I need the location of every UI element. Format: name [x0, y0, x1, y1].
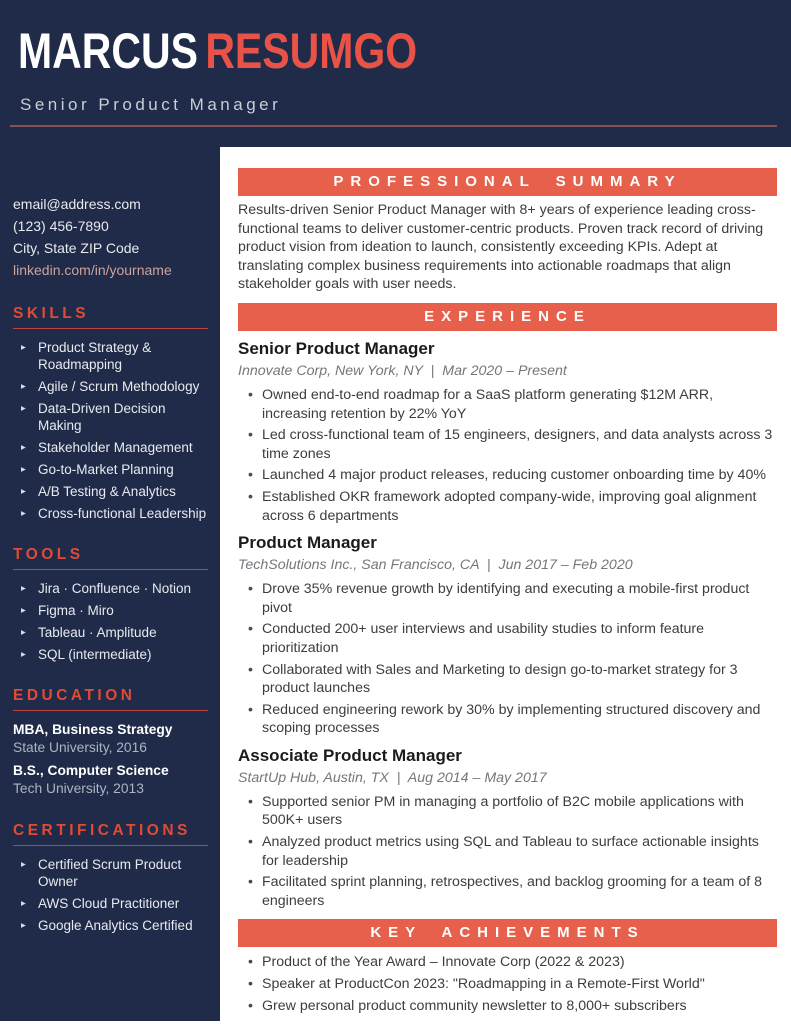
experience-banner: EXPERIENCE [238, 303, 777, 331]
skills-heading: SKILLS [13, 305, 208, 329]
job-bullet [238, 833, 777, 870]
triangle-bullet-icon: ▸ [21, 342, 26, 353]
contact-location: City, State ZIP Code [13, 240, 140, 256]
list-item [13, 461, 208, 478]
certification-label: AWS Cloud Practitioner [38, 896, 180, 911]
job-entry [238, 745, 777, 911]
skills-list [13, 339, 208, 522]
job-bullet-list [238, 386, 777, 525]
degree: MBA, Business Strategy [13, 722, 173, 737]
summary-banner: PROFESSIONAL SUMMARY [238, 168, 777, 196]
skill-label: Agile / Scrum Methodology [38, 379, 200, 394]
tool-label: Jira · Confluence · Notion [38, 581, 192, 596]
triangle-bullet-icon: ▸ [21, 403, 26, 414]
certifications-list [13, 856, 208, 934]
bullet-text: Established OKR framework adopted company-wide, improving goal alignment across 6 departments [262, 488, 757, 524]
achievements-banner: KEY ACHIEVEMENTS [238, 919, 777, 947]
list-item [13, 378, 208, 395]
list-item [13, 580, 208, 597]
triangle-bullet-icon: ▸ [21, 508, 26, 519]
list-item [13, 917, 208, 934]
sidebar [0, 147, 220, 1021]
candidate-name [18, 22, 417, 80]
contact-phone: (123) 456-7890 [13, 218, 109, 234]
bullet-text: Product of the Year Award – Innovate Corp (2022 & 2023) [262, 954, 625, 971]
bullet-text: Drove 35% revenue growth by identifying and executing a mobile-first product pivot [262, 581, 750, 616]
certification-label: Google Analytics Certified [38, 918, 193, 933]
list-item [13, 339, 208, 373]
list-item [13, 602, 208, 619]
list-item [13, 624, 208, 641]
skill-label: A/B Testing & Analytics [38, 484, 176, 499]
tool-label: SQL (intermediate) [38, 647, 152, 662]
list-item [13, 856, 208, 890]
job-bullet [238, 386, 777, 423]
list-item [13, 483, 208, 500]
job-title: Product Manager [238, 533, 377, 553]
contact-email: email@address.com [13, 196, 141, 212]
bullet-icon: • [248, 976, 253, 993]
achievement-bullet [238, 997, 777, 1016]
last-name: RESUMGO [205, 23, 418, 79]
job-bullet [238, 488, 777, 525]
triangle-bullet-icon: ▸ [21, 605, 26, 616]
tools-section [13, 546, 208, 663]
bullet-icon: • [248, 954, 253, 971]
education-entry [13, 721, 208, 757]
job-bullet [238, 426, 777, 463]
bullet-text: Owned end-to-end roadmap for a SaaS platform generating $12M ARR, increasing retention by 22% YoY [262, 386, 714, 422]
skill-label: Product Strategy & Roadmapping [38, 340, 152, 372]
bullet-icon: • [248, 621, 253, 638]
triangle-bullet-icon: ▸ [21, 381, 26, 392]
bullet-icon: • [248, 997, 253, 1014]
bullet-text: Reduced engineering rework by 30% by implementing structured discovery and scoping processes [262, 701, 761, 737]
triangle-bullet-icon: ▸ [21, 583, 26, 594]
triangle-bullet-icon: ▸ [21, 486, 26, 497]
skill-label: Cross-functional Leadership [38, 506, 207, 521]
triangle-bullet-icon: ▸ [21, 464, 26, 475]
education-heading: EDUCATION [13, 687, 208, 711]
tool-label: Figma · Miro [38, 603, 114, 618]
job-bullet-list [238, 580, 777, 738]
degree: B.S., Computer Science [13, 763, 169, 778]
bullet-icon: • [248, 874, 253, 891]
school: Tech University, 2013 [13, 781, 144, 796]
job-bullet [238, 701, 777, 738]
job-meta: TechSolutions Inc., San Francisco, CA | Jun 2017 – Feb 2020 [238, 557, 633, 574]
list-item [13, 646, 208, 663]
bullet-text: Grew personal product community newsletter to 8,000+ subscribers [262, 997, 687, 1014]
certifications-heading: CERTIFICATIONS [13, 822, 208, 846]
bullet-text: Speaker at ProductCon 2023: "Roadmapping in a Remote-First World" [262, 976, 705, 993]
job-title: Senior Product Manager [238, 338, 435, 358]
contact-block [13, 193, 208, 281]
achievement-bullet [238, 953, 777, 972]
header-divider [10, 125, 777, 127]
school: State University, 2016 [13, 740, 147, 755]
job-title: Associate Product Manager [238, 745, 462, 765]
job-bullet [238, 466, 777, 485]
tool-label: Tableau · Amplitude [38, 625, 157, 640]
bullet-text: Led cross-functional team of 15 engineers, designers, and data analysts across 3 time zones [262, 427, 773, 462]
skills-section [13, 305, 208, 522]
linkedin-link[interactable]: linkedin.com/in/yourname [13, 262, 172, 278]
triangle-bullet-icon: ▸ [21, 859, 26, 870]
list-item [13, 439, 208, 456]
job-bullet [238, 793, 777, 830]
skill-label: Data-Driven Decision Making [38, 401, 166, 433]
bullet-icon: • [248, 488, 253, 505]
achievement-bullet [238, 975, 777, 994]
list-item [13, 400, 208, 434]
bullet-text: Facilitated sprint planning, retrospectives, and backlog grooming for a team of 8 engineers [262, 874, 762, 909]
bullet-icon: • [248, 467, 253, 484]
tools-heading: TOOLS [13, 546, 208, 570]
triangle-bullet-icon: ▸ [21, 627, 26, 638]
bullet-text: Analyzed product metrics using SQL and Tableau to surface actionable insights for leadership [262, 834, 759, 869]
triangle-bullet-icon: ▸ [21, 898, 26, 909]
achievements-list [238, 953, 777, 1015]
job-bullet [238, 580, 777, 617]
bullet-text: Collaborated with Sales and Marketing to design go-to-market strategy for 3 product launches [262, 661, 738, 697]
bullet-icon: • [248, 793, 253, 810]
job-meta: StartUp Hub, Austin, TX | Aug 2014 – May 2017 [238, 769, 547, 786]
bullet-text: Conducted 200+ user interviews and usability studies to inform feature prioritization [262, 621, 705, 656]
triangle-bullet-icon: ▸ [21, 649, 26, 660]
bullet-text: Launched 4 major product releases, reducing customer onboarding time by 40% [262, 467, 766, 484]
job-meta: Innovate Corp, New York, NY | Mar 2020 – Present [238, 362, 567, 379]
job-bullet [238, 661, 777, 698]
job-entry [238, 532, 777, 738]
tools-list [13, 580, 208, 663]
education-section [13, 687, 208, 798]
triangle-bullet-icon: ▸ [21, 920, 26, 931]
job-title-subtitle: Senior Product Manager [20, 95, 282, 114]
job-bullet-list [238, 793, 777, 911]
bullet-icon: • [248, 427, 253, 444]
list-item [13, 505, 208, 522]
bullet-icon: • [248, 834, 253, 851]
bullet-icon: • [248, 701, 253, 718]
certification-label: Certified Scrum Product Owner [38, 857, 182, 889]
job-bullet [238, 620, 777, 657]
job-bullet [238, 873, 777, 910]
bullet-text: Supported senior PM in managing a portfolio of B2C mobile applications with 500K+ users [262, 793, 744, 829]
header [0, 0, 791, 147]
first-name: MARCUS [18, 23, 198, 79]
skill-label: Stakeholder Management [38, 440, 193, 455]
bullet-icon: • [248, 581, 253, 598]
job-entry [238, 338, 777, 525]
triangle-bullet-icon: ▸ [21, 442, 26, 453]
summary-paragraph: Results-driven Senior Product Manager with 8+ years of experience leading cross-functional teams to deliver customer-centric products. Proven track record of driving product vision from ideation to launch, consistently exceeding KPIs. Adept at translating complex business requirements into actionable roadmaps that align stakeholder goals with user needs. [238, 202, 764, 293]
bullet-icon: • [248, 661, 253, 678]
list-item [13, 895, 208, 912]
skill-label: Go-to-Market Planning [38, 462, 174, 477]
education-entry [13, 762, 208, 798]
main-content [220, 147, 791, 1018]
certifications-section [13, 822, 208, 934]
bullet-icon: • [248, 386, 253, 403]
